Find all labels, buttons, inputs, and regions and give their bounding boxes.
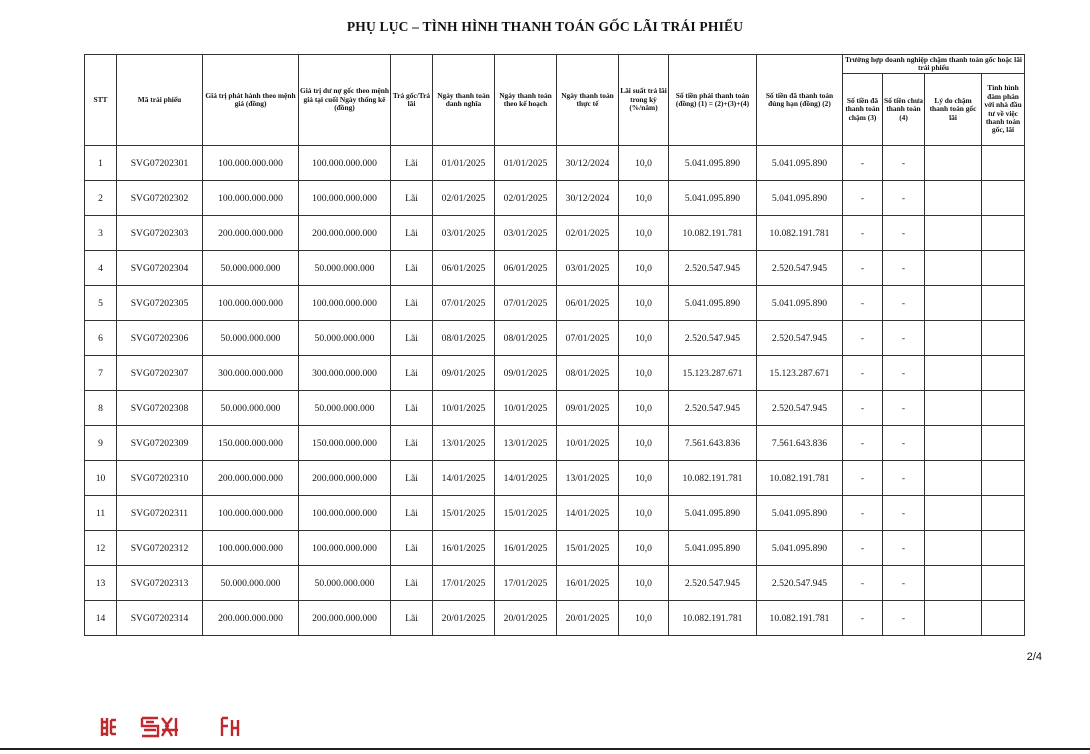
cell-unpaid: - xyxy=(883,566,925,601)
cell-interest-rate: 10,0 xyxy=(619,286,669,321)
header-paid-late: Số tiền đã thanh toán chậm (3) xyxy=(843,74,883,146)
cell-outstanding-value: 100.000.000.000 xyxy=(299,181,391,216)
page-title: PHỤ LỤC – TÌNH HÌNH THANH TOÁN GỐC LÃI TRÁI PHIẾU xyxy=(346,19,744,34)
cell-amount-paid: 5.041.095.890 xyxy=(757,146,843,181)
cell-bond-code: SVG07202303 xyxy=(117,216,203,251)
cell-paid-late: - xyxy=(843,496,883,531)
cell-planned-date: 09/01/2025 xyxy=(495,356,557,391)
cell-paid-late: - xyxy=(843,566,883,601)
cell-outstanding-value: 100.000.000.000 xyxy=(299,286,391,321)
cell-outstanding-value: 200.000.000.000 xyxy=(299,216,391,251)
cell-actual-date: 30/12/2024 xyxy=(557,146,619,181)
cell-planned-date: 15/01/2025 xyxy=(495,496,557,531)
cell-issue-value: 50.000.000.000 xyxy=(203,251,299,286)
cell-negotiation-status xyxy=(982,356,1025,391)
cell-amount-due: 2.520.547.945 xyxy=(669,566,757,601)
cell-paid-late: - xyxy=(843,181,883,216)
table-row xyxy=(85,461,1025,496)
cell-late-reason xyxy=(925,321,982,356)
cell-actual-date: 20/01/2025 xyxy=(557,601,619,636)
cell-amount-due: 10.082.191.781 xyxy=(669,461,757,496)
cell-stt: 7 xyxy=(85,356,117,391)
cell-late-reason xyxy=(925,601,982,636)
cell-planned-date: 20/01/2025 xyxy=(495,601,557,636)
cell-bond-code: SVG07202310 xyxy=(117,461,203,496)
cell-planned-date: 14/01/2025 xyxy=(495,461,557,496)
cell-outstanding-value: 50.000.000.000 xyxy=(299,391,391,426)
table-row xyxy=(85,321,1025,356)
cell-unpaid: - xyxy=(883,251,925,286)
cell-bond-code: SVG07202309 xyxy=(117,426,203,461)
cell-bond-code: SVG07202301 xyxy=(117,146,203,181)
cell-amount-paid: 2.520.547.945 xyxy=(757,566,843,601)
cell-unpaid: - xyxy=(883,356,925,391)
cell-interest-rate: 10,0 xyxy=(619,216,669,251)
cell-amount-paid: 5.041.095.890 xyxy=(757,496,843,531)
cell-negotiation-status xyxy=(982,461,1025,496)
table-row xyxy=(85,356,1025,391)
cell-payment-type: Lãi xyxy=(391,181,433,216)
cell-bond-code: SVG07202312 xyxy=(117,531,203,566)
cell-paid-late: - xyxy=(843,531,883,566)
header-interest-rate: Lãi suất trả lãi trong kỳ (%/năm) xyxy=(619,55,669,146)
cell-amount-paid: 10.082.191.781 xyxy=(757,461,843,496)
cell-negotiation-status xyxy=(982,496,1025,531)
cell-late-reason xyxy=(925,251,982,286)
cell-payment-type: Lãi xyxy=(391,146,433,181)
cell-payment-type: Lãi xyxy=(391,461,433,496)
cell-actual-date: 10/01/2025 xyxy=(557,426,619,461)
cell-issue-value: 200.000.000.000 xyxy=(203,216,299,251)
cell-planned-date: 01/01/2025 xyxy=(495,146,557,181)
table-row xyxy=(85,601,1025,636)
table-row xyxy=(85,531,1025,566)
table-body xyxy=(85,146,1025,636)
cell-amount-due: 10.082.191.781 xyxy=(669,601,757,636)
bottom-divider xyxy=(0,748,1090,750)
table-row xyxy=(85,391,1025,426)
cell-unpaid: - xyxy=(883,531,925,566)
cell-late-reason xyxy=(925,146,982,181)
header-planned-date: Ngày thanh toán theo kế hoạch xyxy=(495,55,557,146)
cell-issue-value: 100.000.000.000 xyxy=(203,496,299,531)
cell-late-reason xyxy=(925,496,982,531)
header-late-reason: Lý do chậm thanh toán gốc lãi xyxy=(925,74,982,146)
header-actual-date: Ngày thanh toán thực tế xyxy=(557,55,619,146)
header-late-payment-group: Trường hợp doanh nghiệp chậm thanh toán gốc hoặc lãi trái phiếu xyxy=(843,55,1025,74)
cell-interest-rate: 10,0 xyxy=(619,426,669,461)
cell-amount-paid: 2.520.547.945 xyxy=(757,251,843,286)
cell-unpaid: - xyxy=(883,181,925,216)
cell-bond-code: SVG07202304 xyxy=(117,251,203,286)
cell-amount-due: 5.041.095.890 xyxy=(669,146,757,181)
cell-amount-due: 2.520.547.945 xyxy=(669,391,757,426)
cell-nominal-date: 20/01/2025 xyxy=(433,601,495,636)
cell-stt: 11 xyxy=(85,496,117,531)
cell-unpaid: - xyxy=(883,391,925,426)
cell-amount-due: 5.041.095.890 xyxy=(669,286,757,321)
cell-paid-late: - xyxy=(843,461,883,496)
cell-paid-late: - xyxy=(843,321,883,356)
cell-negotiation-status xyxy=(982,216,1025,251)
cell-planned-date: 02/01/2025 xyxy=(495,181,557,216)
cell-nominal-date: 08/01/2025 xyxy=(433,321,495,356)
cell-unpaid: - xyxy=(883,461,925,496)
cell-amount-due: 5.041.095.890 xyxy=(669,531,757,566)
cell-interest-rate: 10,0 xyxy=(619,496,669,531)
table-row xyxy=(85,181,1025,216)
header-amount-paid: Số tiền đã thanh toán đúng hạn (đồng) (2) xyxy=(757,55,843,146)
cell-negotiation-status xyxy=(982,251,1025,286)
cell-nominal-date: 14/01/2025 xyxy=(433,461,495,496)
cell-negotiation-status xyxy=(982,531,1025,566)
cell-paid-late: - xyxy=(843,426,883,461)
cell-amount-paid: 5.041.095.890 xyxy=(757,181,843,216)
cell-outstanding-value: 100.000.000.000 xyxy=(299,496,391,531)
cell-nominal-date: 16/01/2025 xyxy=(433,531,495,566)
cell-stt: 3 xyxy=(85,216,117,251)
cell-stt: 4 xyxy=(85,251,117,286)
cell-outstanding-value: 200.000.000.000 xyxy=(299,601,391,636)
header-outstanding-value: Giá trị dư nợ gốc theo mệnh giá tại cuối Ngày thống kê (đồng) xyxy=(299,55,391,146)
header-stt: STT xyxy=(85,55,117,146)
cell-paid-late: - xyxy=(843,146,883,181)
cell-payment-type: Lãi xyxy=(391,496,433,531)
cell-payment-type: Lãi xyxy=(391,321,433,356)
cell-actual-date: 08/01/2025 xyxy=(557,356,619,391)
bond-payment-table xyxy=(84,54,1025,636)
cell-payment-type: Lãi xyxy=(391,251,433,286)
cell-issue-value: 200.000.000.000 xyxy=(203,601,299,636)
cell-interest-rate: 10,0 xyxy=(619,601,669,636)
cell-amount-due: 15.123.287.671 xyxy=(669,356,757,391)
cell-actual-date: 14/01/2025 xyxy=(557,496,619,531)
header-nominal-date: Ngày thanh toán danh nghĩa xyxy=(433,55,495,146)
cell-payment-type: Lãi xyxy=(391,426,433,461)
cell-bond-code: SVG07202314 xyxy=(117,601,203,636)
cell-late-reason xyxy=(925,461,982,496)
cell-outstanding-value: 100.000.000.000 xyxy=(299,531,391,566)
header-bond-code: Mã trái phiếu xyxy=(117,55,203,146)
cell-late-reason xyxy=(925,566,982,601)
cell-paid-late: - xyxy=(843,286,883,321)
cell-negotiation-status xyxy=(982,181,1025,216)
cell-nominal-date: 01/01/2025 xyxy=(433,146,495,181)
cell-stt: 14 xyxy=(85,601,117,636)
cell-interest-rate: 10,0 xyxy=(619,321,669,356)
cell-interest-rate: 10,0 xyxy=(619,531,669,566)
cell-nominal-date: 06/01/2025 xyxy=(433,251,495,286)
cell-interest-rate: 10,0 xyxy=(619,251,669,286)
cell-late-reason xyxy=(925,286,982,321)
cell-late-reason xyxy=(925,216,982,251)
cell-actual-date: 09/01/2025 xyxy=(557,391,619,426)
cell-late-reason xyxy=(925,426,982,461)
cell-negotiation-status xyxy=(982,321,1025,356)
cell-stt: 12 xyxy=(85,531,117,566)
cell-issue-value: 50.000.000.000 xyxy=(203,566,299,601)
red-stamp-fragment-icon xyxy=(98,714,258,740)
cell-amount-paid: 2.520.547.945 xyxy=(757,391,843,426)
cell-amount-paid: 5.041.095.890 xyxy=(757,286,843,321)
cell-stt: 13 xyxy=(85,566,117,601)
table-row xyxy=(85,496,1025,531)
cell-negotiation-status xyxy=(982,426,1025,461)
cell-nominal-date: 10/01/2025 xyxy=(433,391,495,426)
cell-late-reason xyxy=(925,356,982,391)
cell-issue-value: 300.000.000.000 xyxy=(203,356,299,391)
cell-amount-paid: 7.561.643.836 xyxy=(757,426,843,461)
cell-planned-date: 16/01/2025 xyxy=(495,531,557,566)
header-payment-type: Trả gốc/Trả lãi xyxy=(391,55,433,146)
cell-outstanding-value: 50.000.000.000 xyxy=(299,251,391,286)
cell-stt: 10 xyxy=(85,461,117,496)
cell-amount-due: 5.041.095.890 xyxy=(669,496,757,531)
cell-outstanding-value: 50.000.000.000 xyxy=(299,566,391,601)
cell-unpaid: - xyxy=(883,216,925,251)
cell-paid-late: - xyxy=(843,601,883,636)
cell-amount-due: 10.082.191.781 xyxy=(669,216,757,251)
cell-planned-date: 03/01/2025 xyxy=(495,216,557,251)
cell-payment-type: Lãi xyxy=(391,601,433,636)
cell-actual-date: 07/01/2025 xyxy=(557,321,619,356)
cell-interest-rate: 10,0 xyxy=(619,391,669,426)
cell-outstanding-value: 300.000.000.000 xyxy=(299,356,391,391)
cell-interest-rate: 10,0 xyxy=(619,566,669,601)
table-row xyxy=(85,251,1025,286)
cell-amount-due: 7.561.643.836 xyxy=(669,426,757,461)
cell-payment-type: Lãi xyxy=(391,531,433,566)
cell-bond-code: SVG07202302 xyxy=(117,181,203,216)
cell-payment-type: Lãi xyxy=(391,216,433,251)
cell-unpaid: - xyxy=(883,286,925,321)
cell-amount-due: 2.520.547.945 xyxy=(669,251,757,286)
cell-stt: 5 xyxy=(85,286,117,321)
cell-planned-date: 08/01/2025 xyxy=(495,321,557,356)
table-row xyxy=(85,146,1025,181)
page-number: 2/4 xyxy=(1026,651,1042,663)
cell-outstanding-value: 150.000.000.000 xyxy=(299,426,391,461)
cell-payment-type: Lãi xyxy=(391,286,433,321)
cell-nominal-date: 15/01/2025 xyxy=(433,496,495,531)
cell-payment-type: Lãi xyxy=(391,356,433,391)
cell-issue-value: 100.000.000.000 xyxy=(203,286,299,321)
cell-bond-code: SVG07202311 xyxy=(117,496,203,531)
cell-unpaid: - xyxy=(883,426,925,461)
cell-nominal-date: 13/01/2025 xyxy=(433,426,495,461)
cell-issue-value: 150.000.000.000 xyxy=(203,426,299,461)
cell-unpaid: - xyxy=(883,601,925,636)
cell-issue-value: 100.000.000.000 xyxy=(203,181,299,216)
cell-issue-value: 200.000.000.000 xyxy=(203,461,299,496)
cell-stt: 8 xyxy=(85,391,117,426)
cell-nominal-date: 07/01/2025 xyxy=(433,286,495,321)
cell-late-reason xyxy=(925,391,982,426)
cell-actual-date: 13/01/2025 xyxy=(557,461,619,496)
header-issue-value: Giá trị phát hành theo mệnh giá (đồng) xyxy=(203,55,299,146)
cell-bond-code: SVG07202306 xyxy=(117,321,203,356)
header-amount-due: Số tiền phải thanh toán (đồng) (1) = (2)+(3)+(4) xyxy=(669,55,757,146)
cell-bond-code: SVG07202313 xyxy=(117,566,203,601)
cell-unpaid: - xyxy=(883,496,925,531)
cell-interest-rate: 10,0 xyxy=(619,146,669,181)
cell-stt: 6 xyxy=(85,321,117,356)
cell-amount-paid: 5.041.095.890 xyxy=(757,531,843,566)
cell-issue-value: 50.000.000.000 xyxy=(203,391,299,426)
table-row xyxy=(85,566,1025,601)
cell-amount-paid: 15.123.287.671 xyxy=(757,356,843,391)
cell-negotiation-status xyxy=(982,146,1025,181)
cell-actual-date: 02/01/2025 xyxy=(557,216,619,251)
cell-paid-late: - xyxy=(843,391,883,426)
cell-actual-date: 30/12/2024 xyxy=(557,181,619,216)
cell-outstanding-value: 100.000.000.000 xyxy=(299,146,391,181)
table-row xyxy=(85,216,1025,251)
table-row xyxy=(85,286,1025,321)
cell-stt: 1 xyxy=(85,146,117,181)
cell-actual-date: 03/01/2025 xyxy=(557,251,619,286)
cell-bond-code: SVG07202307 xyxy=(117,356,203,391)
cell-late-reason xyxy=(925,531,982,566)
cell-actual-date: 15/01/2025 xyxy=(557,531,619,566)
cell-negotiation-status xyxy=(982,566,1025,601)
cell-planned-date: 07/01/2025 xyxy=(495,286,557,321)
cell-planned-date: 17/01/2025 xyxy=(495,566,557,601)
header-negotiation-status: Tình hình đàm phán với nhà đầu tư về việc thanh toán gốc, lãi xyxy=(982,74,1025,146)
cell-negotiation-status xyxy=(982,391,1025,426)
cell-nominal-date: 03/01/2025 xyxy=(433,216,495,251)
cell-nominal-date: 02/01/2025 xyxy=(433,181,495,216)
cell-payment-type: Lãi xyxy=(391,391,433,426)
cell-late-reason xyxy=(925,181,982,216)
cell-negotiation-status xyxy=(982,286,1025,321)
cell-bond-code: SVG07202308 xyxy=(117,391,203,426)
cell-issue-value: 100.000.000.000 xyxy=(203,146,299,181)
cell-actual-date: 16/01/2025 xyxy=(557,566,619,601)
cell-amount-due: 2.520.547.945 xyxy=(669,321,757,356)
cell-outstanding-value: 200.000.000.000 xyxy=(299,461,391,496)
cell-amount-due: 5.041.095.890 xyxy=(669,181,757,216)
cell-actual-date: 06/01/2025 xyxy=(557,286,619,321)
cell-interest-rate: 10,0 xyxy=(619,181,669,216)
cell-paid-late: - xyxy=(843,356,883,391)
cell-nominal-date: 09/01/2025 xyxy=(433,356,495,391)
cell-outstanding-value: 50.000.000.000 xyxy=(299,321,391,356)
cell-issue-value: 50.000.000.000 xyxy=(203,321,299,356)
cell-paid-late: - xyxy=(843,216,883,251)
cell-amount-paid: 10.082.191.781 xyxy=(757,601,843,636)
cell-bond-code: SVG07202305 xyxy=(117,286,203,321)
cell-stt: 2 xyxy=(85,181,117,216)
cell-planned-date: 06/01/2025 xyxy=(495,251,557,286)
cell-negotiation-status xyxy=(982,601,1025,636)
table-row xyxy=(85,426,1025,461)
cell-amount-paid: 2.520.547.945 xyxy=(757,321,843,356)
cell-amount-paid: 10.082.191.781 xyxy=(757,216,843,251)
cell-paid-late: - xyxy=(843,251,883,286)
cell-planned-date: 13/01/2025 xyxy=(495,426,557,461)
cell-interest-rate: 10,0 xyxy=(619,356,669,391)
cell-issue-value: 100.000.000.000 xyxy=(203,531,299,566)
cell-nominal-date: 17/01/2025 xyxy=(433,566,495,601)
cell-planned-date: 10/01/2025 xyxy=(495,391,557,426)
cell-interest-rate: 10,0 xyxy=(619,461,669,496)
cell-unpaid: - xyxy=(883,146,925,181)
header-unpaid: Số tiền chưa thanh toán (4) xyxy=(883,74,925,146)
cell-unpaid: - xyxy=(883,321,925,356)
cell-stt: 9 xyxy=(85,426,117,461)
cell-payment-type: Lãi xyxy=(391,566,433,601)
